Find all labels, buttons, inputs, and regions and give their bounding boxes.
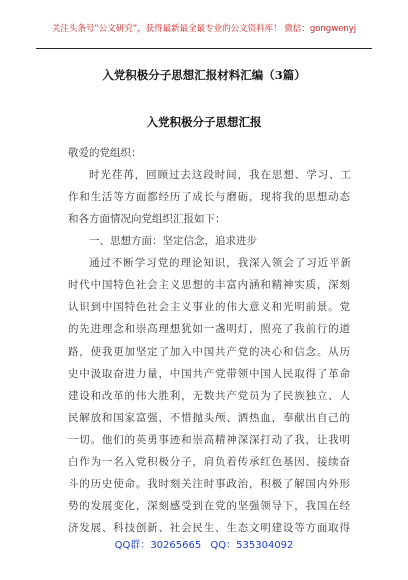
body-line: 斗的历史使命。我时刻关注时事政治，积极了解国内外形: [68, 478, 350, 490]
body-line: 济发展、科技创新、社会民生、生态文明建设等方面取得: [68, 522, 350, 534]
body-line: 史中汲取奋进力量，中国共产党带领中国人民取得了革命: [68, 368, 350, 380]
section-title: 入党积极分子思想汇报: [146, 115, 262, 129]
body-line: 一切。他们的英勇事迹和崇高精神深深打动了我，让我明: [68, 434, 350, 446]
body-line: 民解放和国家富强，不惜抛头颅、洒热血，奉献出自己的: [68, 412, 350, 424]
body-line: 势的发展变化，深刻感受到在党的坚强领导下，我国在经: [68, 500, 350, 512]
body-line: 路，使我更加坚定了加入中国共产党的决心和信念。从历: [68, 346, 350, 358]
body-line: 一、思想方面：坚定信念，追求进步: [89, 235, 257, 247]
document-title: 入党积极分子思想汇报材料汇编（3篇）: [102, 68, 306, 82]
body-line: 时光荏苒，回顾过去这段时间，我在思想、学习、工: [89, 169, 351, 181]
body-line: 和各方面情况向党组织汇报如下：: [68, 213, 226, 225]
body-line: 的先进理念和崇高理想犹如一盏明灯，照亮了我前行的道: [68, 323, 350, 335]
body-line: 白作为一名入党积极分子，肩负着传承红色基因、接续奋: [68, 456, 350, 468]
footer-contact: QQ群：30265665 QQ：535304092: [114, 540, 294, 551]
body-line: 认识到中国特色社会主义事业的伟大意义和光明前景。党: [68, 301, 350, 313]
body-line: 作和生活等方面都经历了成长与磨砺，现将我的思想动态: [68, 191, 350, 203]
body-line: 时代中国特色社会主义思想的丰富内涵和精神实质，深刻: [68, 279, 350, 291]
body-line: 建设和改革的伟大胜利，无数共产党员为了民族独立、人: [68, 390, 350, 402]
body-line: 通过不断学习党的理论知识，我深入领会了习近平新: [89, 257, 351, 269]
header-divider: [36, 48, 372, 49]
body-line: 敬爱的党组织：: [68, 147, 142, 159]
header-banner: 关注头条号“公文研究”，获得最新最全最专业的公文资料库！ 微信：gongwenyj: [51, 24, 357, 34]
